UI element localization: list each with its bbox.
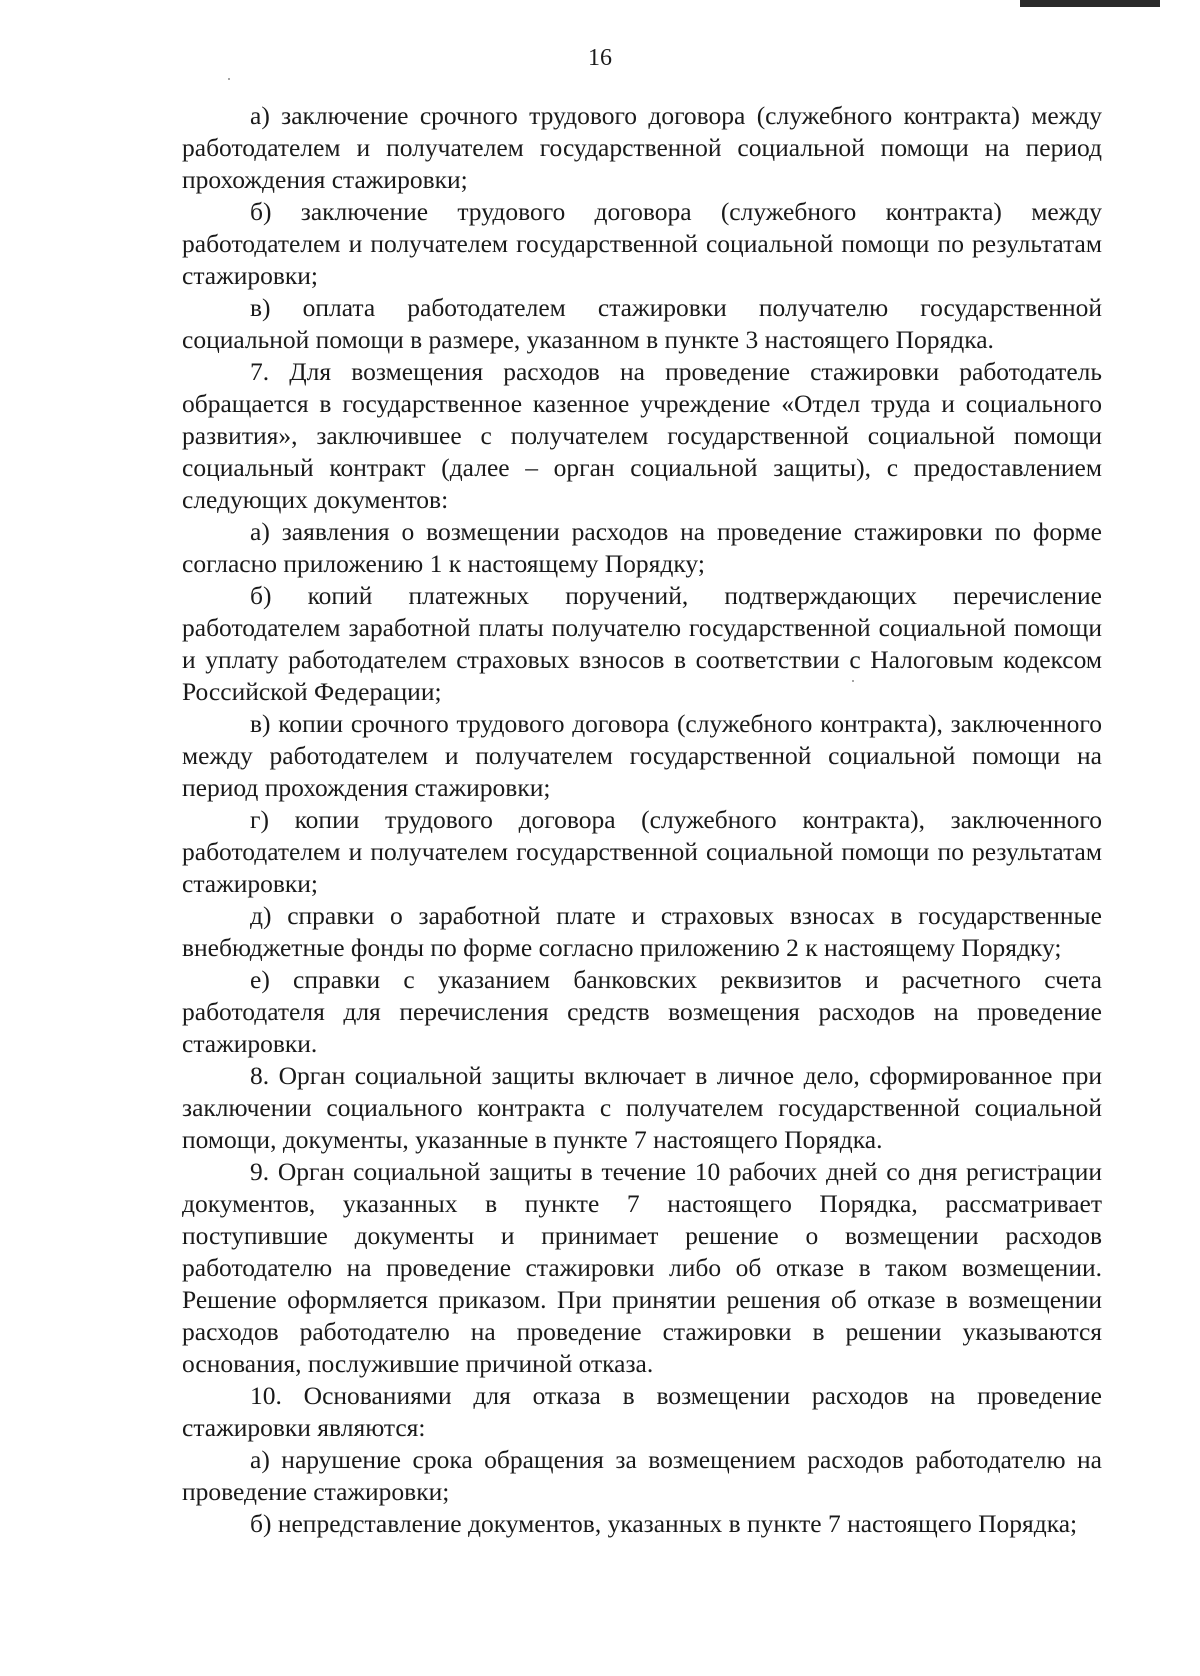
paragraph-9: 9. Орган социальной защиты в течение 10 рабочих дней со дня регистрации документов, указанных в пункте 7 настоящего Порядка, рассматривает поступившие документы и принимает решение о возмещении расходов работодателю на проведение стажировки либо об отказе в таком возмещении. Решение оформляется приказом. При принятии решения об отказе в возмещении расходов работодателю на проведение стажировки в решении указываются основания, послужившие причиной отказа. bbox=[182, 1157, 1102, 1378]
document-body bbox=[182, 100, 1102, 1540]
paragraph-7: 7. Для возмещения расходов на проведение стажировки работодатель обращается в государственное казенное учреждение «Отдел труда и социального развития», заключившее с получателем государственной социальной помощи социальный контракт (далее – орган социальной защиты), с предоставлением следующих документов: bbox=[182, 357, 1102, 514]
page-number: 16 bbox=[588, 45, 612, 71]
paragraph-6c: в) оплата работодателем стажировки получателю государственной социальной помощи в размере, указанном в пункте 3 настоящего Порядка. bbox=[182, 293, 1102, 354]
paragraph-7b: б) копий платежных поручений, подтверждающих перечисление работодателем заработной платы получателю государственной социальной помощи и уплату работодателем страховых взносов в соответствии с Налоговым кодексом Российской Федерации; bbox=[182, 581, 1102, 706]
paragraph-7e: д) справки о заработной плате и страховых взносах в государственные внебюджетные фонды по форме согласно приложению 2 к настоящему Порядку; bbox=[182, 901, 1102, 962]
paragraph-10b: б) непредставление документов, указанных в пункте 7 настоящего Порядка; bbox=[250, 1509, 1078, 1538]
paragraph-7a: а) заявления о возмещении расходов на проведение стажировки по форме согласно приложению 1 к настоящему Порядку; bbox=[182, 517, 1102, 578]
paragraph-10: 10. Основаниями для отказа в возмещении расходов на проведение стажировки являются: bbox=[182, 1381, 1102, 1442]
paragraph-7c: в) копии срочного трудового договора (служебного контракта), заключенного между работодателем и получателем государственной социальной помощи на период прохождения стажировки; bbox=[182, 709, 1102, 802]
paragraph-7f: е) справки с указанием банковских реквизитов и расчетного счета работодателя для перечисления средств возмещения расходов на проведение стажировки. bbox=[182, 965, 1102, 1058]
scan-speck bbox=[228, 78, 230, 80]
paragraph-6b: б) заключение трудового договора (служебного контракта) между работодателем и получателем государственной социальной помощи по результатам стажировки; bbox=[182, 197, 1102, 290]
scan-edge-mark bbox=[1020, 0, 1160, 7]
paragraph-7d: г) копии трудового договора (служебного контракта), заключенного работодателем и получателем государственной социальной помощи по результатам стажировки; bbox=[182, 805, 1102, 898]
paragraph-6a: а) заключение срочного трудового договора (служебного контракта) между работодателем и получателем государственной социальной помощи на период прохождения стажировки; bbox=[182, 101, 1102, 194]
paragraph-10a: а) нарушение срока обращения за возмещением расходов работодателю на проведение стажировки; bbox=[182, 1445, 1102, 1506]
paragraph-8: 8. Орган социальной защиты включает в личное дело, сформированное при заключении социального контракта с получателем государственной социальной помощи, документы, указанные в пункте 7 настоящего Порядка. bbox=[182, 1061, 1102, 1154]
